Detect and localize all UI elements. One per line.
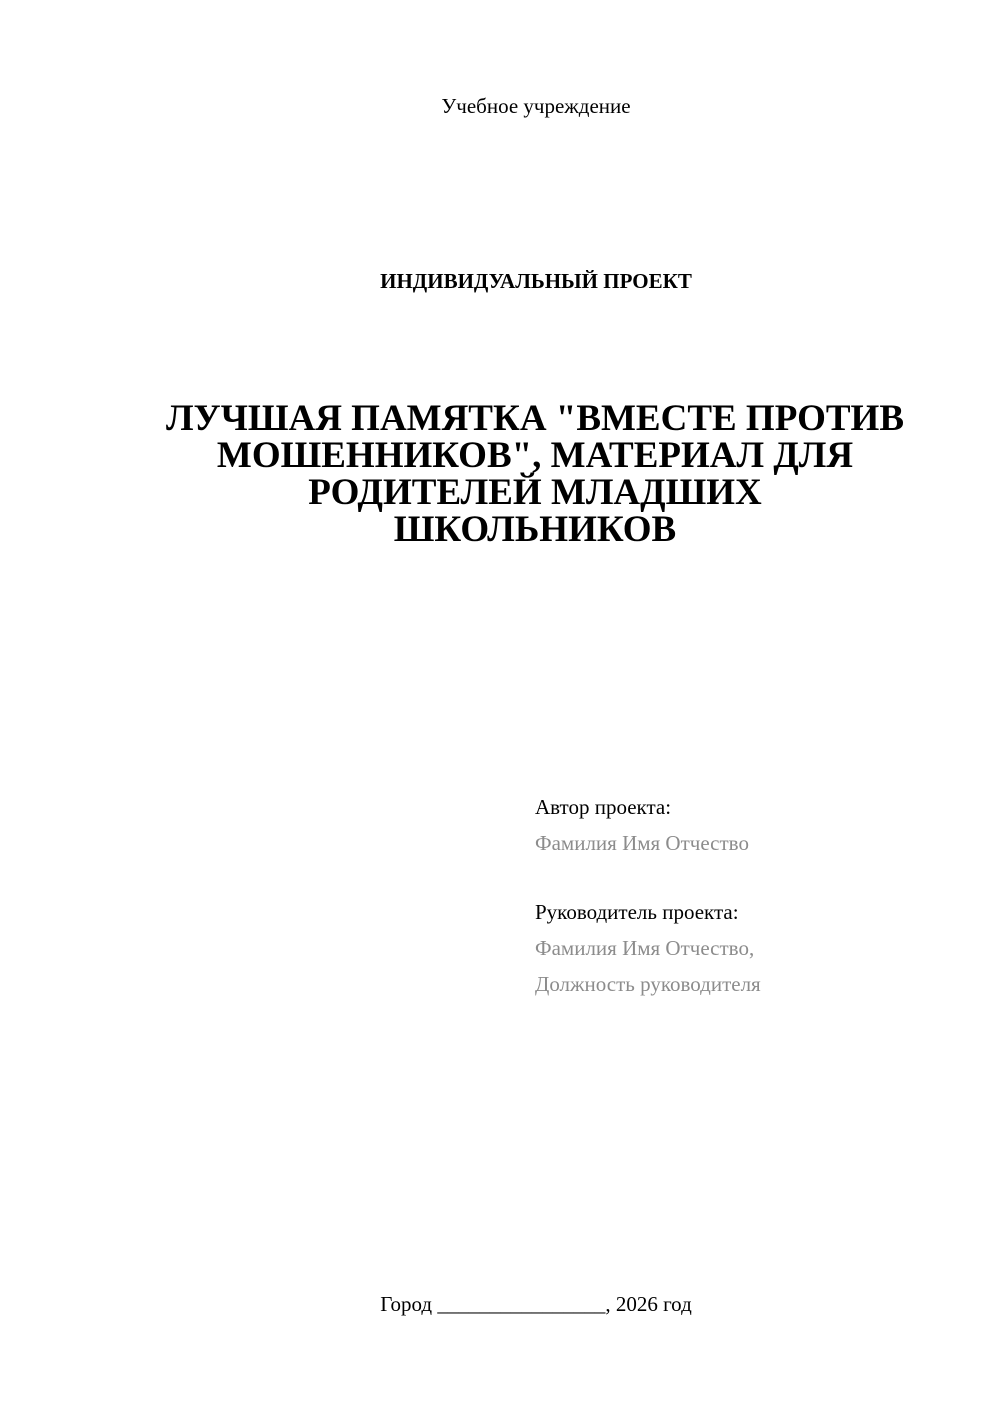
institution-name: Учебное учреждение [441,94,631,118]
supervisor-position: Должность руководителя [535,972,761,996]
author-name: Фамилия Имя Отчество [535,831,749,855]
title-line: РОДИТЕЛЕЙ МЛАДШИХ [308,472,762,513]
supervisor-name: Фамилия Имя Отчество, [535,936,755,960]
spacer [535,861,965,894]
project-info-block [535,789,965,1002]
project-title [140,400,930,548]
title-line: МОШЕННИКОВ", МАТЕРИАЛ ДЛЯ [216,435,854,476]
author-label: Автор проекта: [535,795,672,819]
city-year-footer: Город ________________, 2026 год [380,1292,692,1316]
title-line: ЛУЧШАЯ ПАМЯТКА "ВМЕСТЕ ПРОТИВ [165,398,905,439]
supervisor-label: Руководитель проекта: [535,900,739,924]
title-line: ШКОЛЬНИКОВ [393,509,677,550]
document-type: ИНДИВИДУАЛЬНЫЙ ПРОЕКТ [380,269,692,293]
